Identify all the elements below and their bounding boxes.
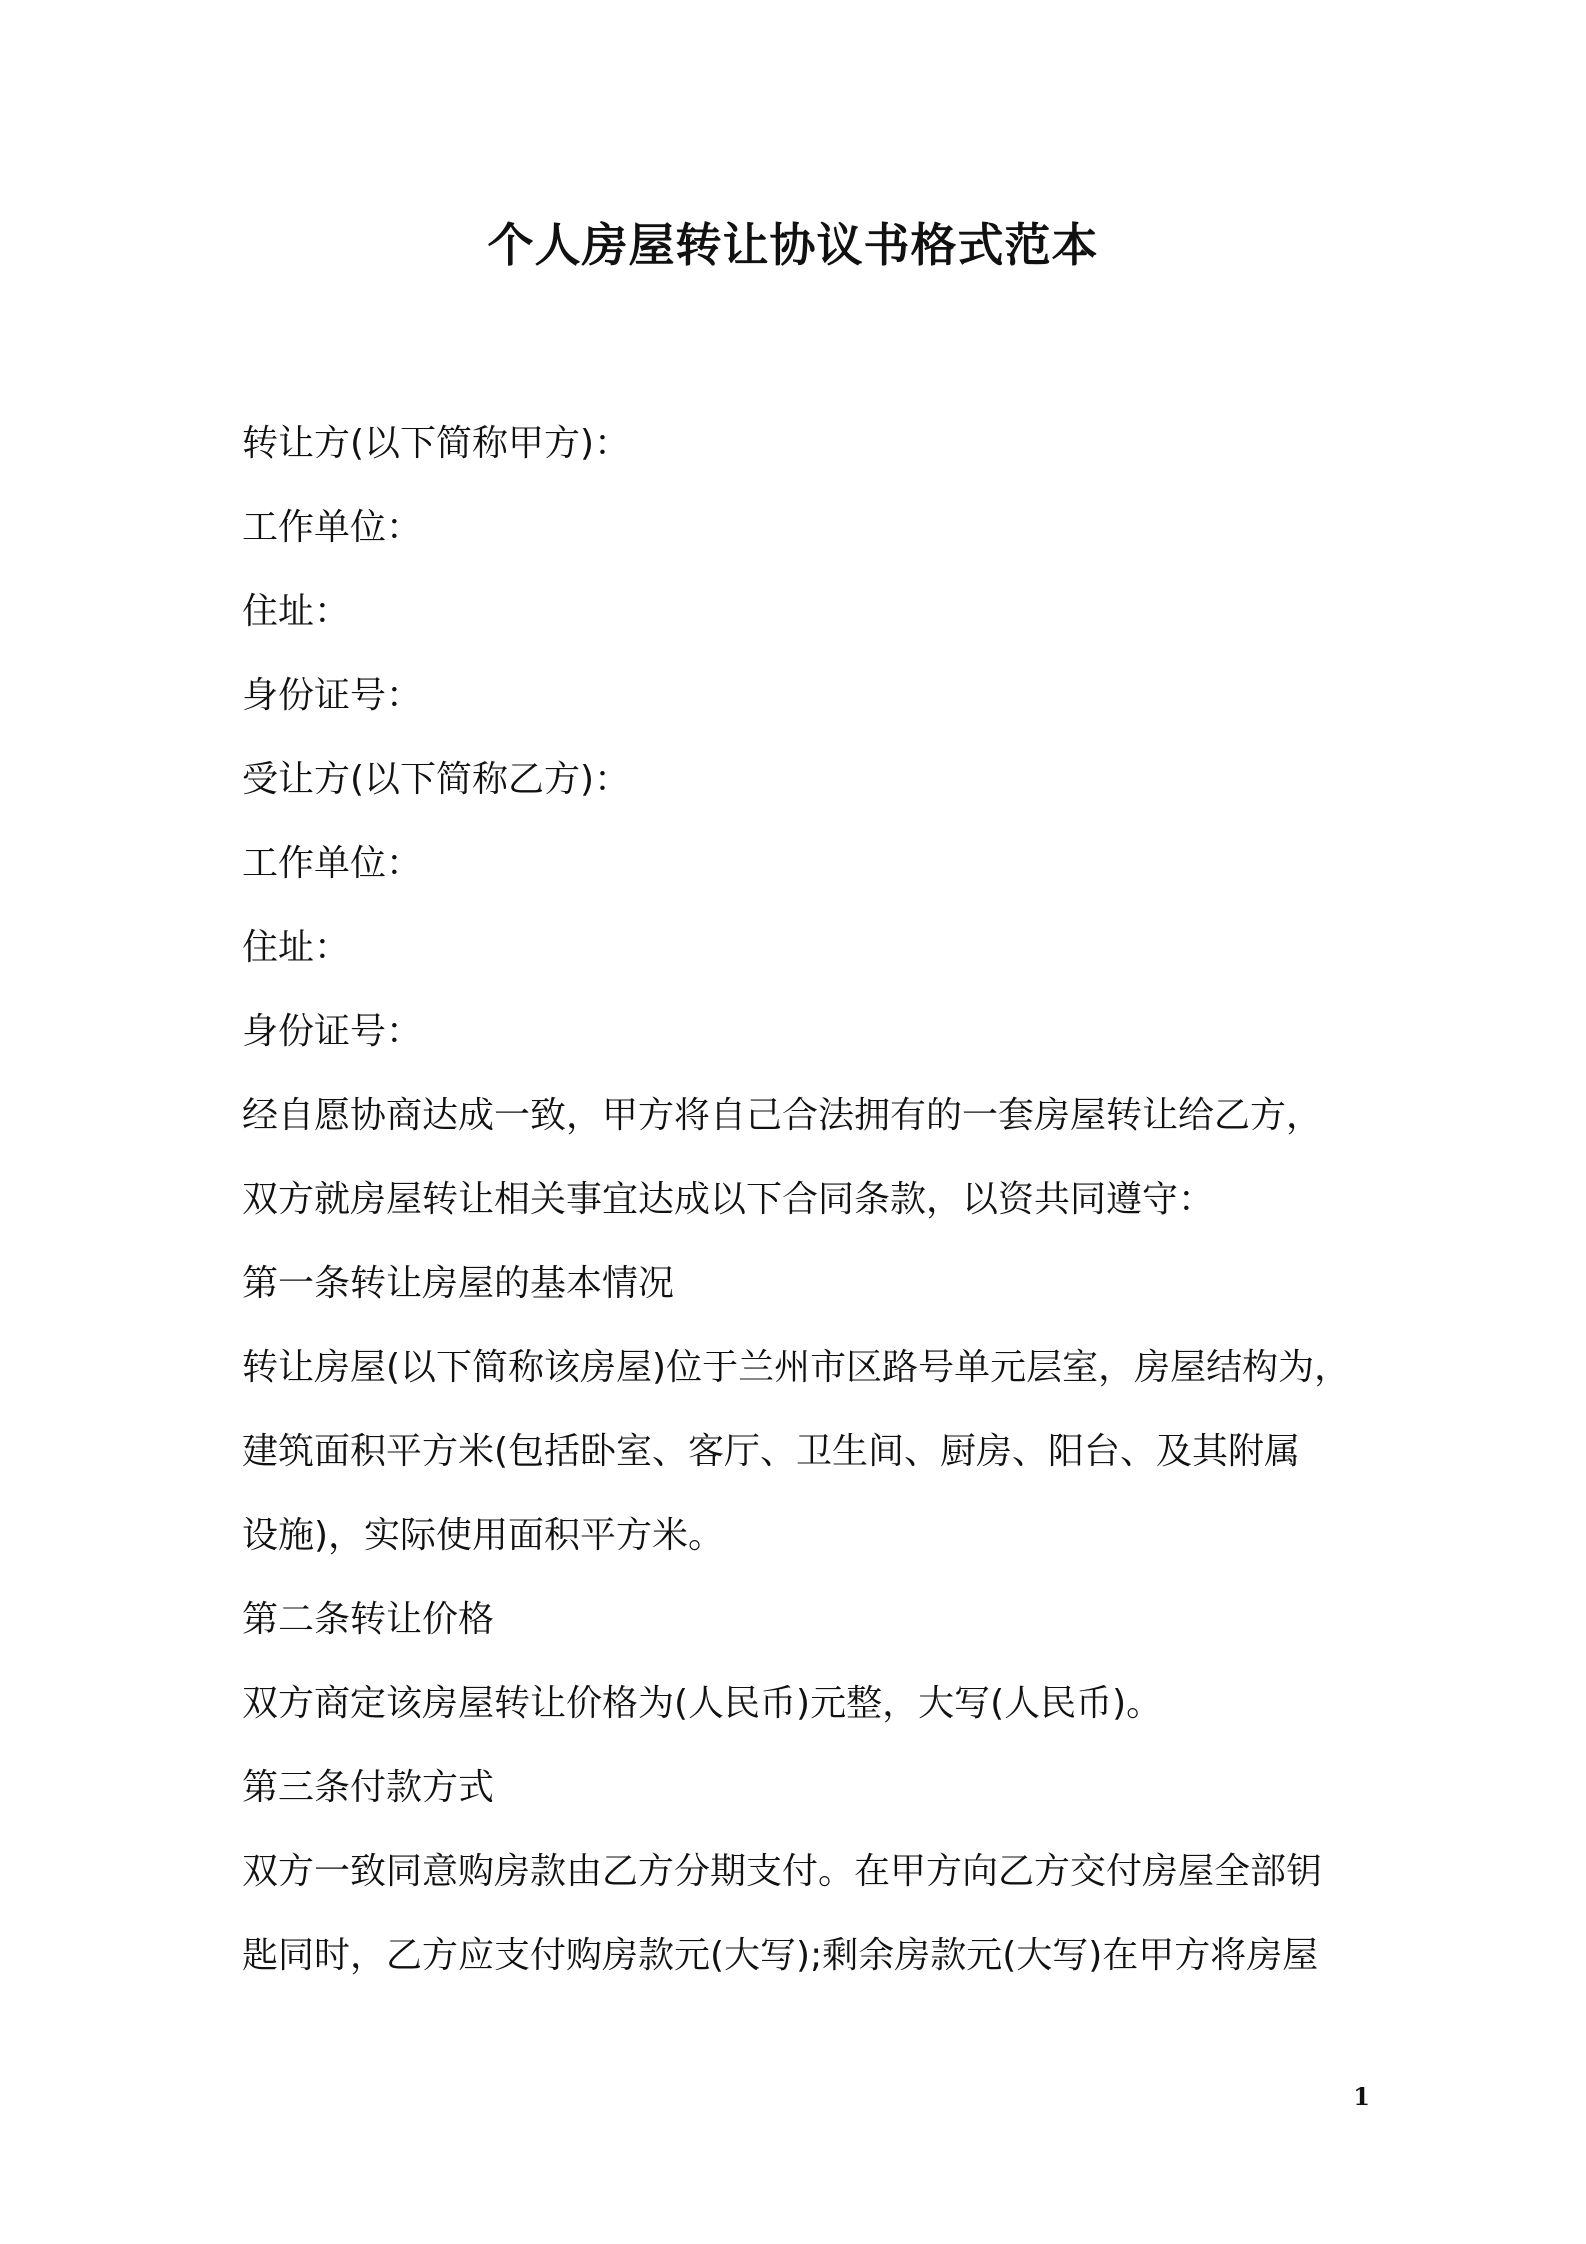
party-a-employer-line: 工作单位：: [242, 507, 423, 548]
party-b-employer-line: 工作单位：: [242, 843, 423, 884]
article-two-line: 双方商定该房屋转让价格为(人民币)元整，大写(人民币)。: [242, 1683, 1163, 1724]
article-three-line: 匙同时，乙方应支付购房款元(大写);剩余房款元(大写)在甲方将房屋: [242, 1935, 1319, 1976]
party-a-id-line: 身份证号：: [242, 675, 423, 716]
party-a-address-line: 住址：: [242, 591, 351, 632]
article-three-line: 双方一致同意购房款由乙方分期支付。在甲方向乙方交付房屋全部钥: [242, 1851, 1323, 1892]
document-body: [242, 402, 1402, 1998]
article-one-line: 设施)，实际使用面积平方米。: [242, 1515, 725, 1556]
party-a-line: 转让方(以下简称甲方)：: [242, 423, 631, 464]
preamble-line: 经自愿协商达成一致，甲方将自己合法拥有的一套房屋转让给乙方，: [242, 1095, 1323, 1136]
party-b-address-line: 住址：: [242, 927, 351, 968]
party-b-line: 受让方(以下简称乙方)：: [242, 759, 631, 800]
article-one-heading: 第一条转让房屋的基本情况: [242, 1263, 675, 1304]
document-title: 个人房屋转让协议书格式范本: [487, 218, 1099, 272]
article-one-line: 转让房屋(以下简称该房屋)位于兰州市区路号单元层室，房屋结构为，: [242, 1347, 1351, 1388]
article-one-line: 建筑面积平方米(包括卧室、客厅、卫生间、厨房、阳台、及其附属: [242, 1431, 1301, 1472]
article-two-heading: 第二条转让价格: [242, 1599, 495, 1640]
article-three-heading: 第三条付款方式: [242, 1767, 495, 1808]
party-b-id-line: 身份证号：: [242, 1011, 423, 1052]
preamble-line: 双方就房屋转让相关事宜达成以下合同条款，以资共同遵守：: [242, 1179, 1215, 1220]
page-number: 1: [1353, 2082, 1370, 2111]
